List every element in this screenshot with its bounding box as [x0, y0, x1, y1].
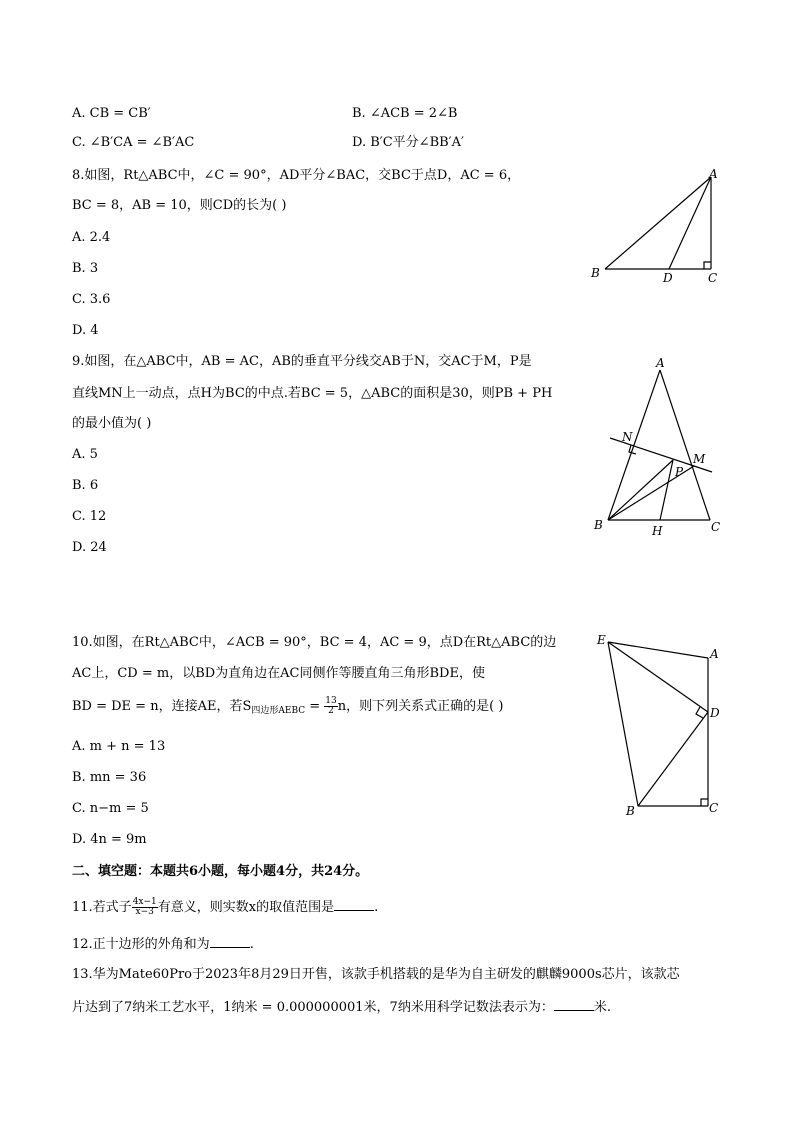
q8-stem-line1: 8.如图，Rt△ABC中，∠C = 90°，AD平分∠BAC，交BC于点D，AC = 6，	[72, 168, 521, 183]
q10-fraction-denominator: 2	[328, 706, 334, 716]
q12-stem	[72, 935, 254, 954]
q8-stem-line2: BC = 8，AB = 10，则CD的长为( )	[72, 198, 287, 213]
q8-label-c: C	[708, 271, 718, 285]
q10-area-subscript: 四边形AEBC	[251, 706, 306, 716]
q9-label-a: A	[656, 356, 665, 370]
q8-label-a: A	[709, 167, 718, 181]
q10-label-b: B	[626, 804, 635, 818]
q11-fraction-numerator: 4x−1	[132, 897, 157, 907]
q10-fraction-numerator: 13	[325, 696, 337, 706]
q12-text: 12.正十边形的外角和为	[72, 937, 210, 952]
q8-option-c: C. 3.6	[72, 292, 111, 307]
section-heading-fill-in: 二、填空题：本题共6小题，每小题4分，共24分。	[72, 864, 369, 879]
q10-right-angle-mark-d	[696, 707, 703, 718]
q9-label-m: M	[693, 452, 706, 466]
q12-answer-blank[interactable]	[210, 935, 250, 948]
q9-option-a: A. 5	[72, 447, 98, 462]
q8-option-b: B. 3	[72, 261, 99, 276]
q10-segment-bd	[638, 712, 708, 806]
q11-post: 有意义，则实数x的取值范围是	[157, 900, 335, 915]
q9-label-n: N	[622, 430, 633, 444]
q7-option-c: C. ∠B′CA = ∠B′AC	[72, 135, 195, 150]
q8-label-d: D	[663, 271, 673, 285]
q10-right-angle-mark-c	[701, 799, 708, 806]
q10-segment-ed	[608, 642, 708, 712]
q11-fraction-denominator: x−3	[135, 907, 154, 917]
q10-stem-line1: 10.如图，在Rt△ABC中，∠ACB = 90°，BC = 4，AC = 9，点D在Rt△ABC的边	[72, 635, 557, 650]
q12-end: .	[249, 937, 254, 952]
q10-option-b: B. mn = 36	[72, 770, 147, 785]
q13-end: 米.	[593, 1000, 611, 1015]
q13-answer-blank[interactable]	[554, 998, 594, 1011]
q11-stem	[72, 898, 378, 917]
q10-label-d: D	[710, 706, 720, 720]
q10-line3-post: n，则下列关系式正确的是( )	[337, 699, 504, 714]
q8-segment-ab	[605, 177, 711, 269]
q11-fraction	[132, 898, 158, 917]
q9-segment-ab	[608, 370, 660, 520]
q9-label-p: P	[675, 465, 684, 479]
q10-stem-line2: AC上，CD = m，以BD为直角边在AC同侧作等腰直角三角形BDE，使	[72, 666, 485, 681]
q10-option-c: C. n−m = 5	[72, 801, 149, 816]
q11-pre: 11.若式子	[72, 900, 132, 915]
q8-option-a: A. 2.4	[72, 230, 111, 245]
q7-option-d: D. B′C平分∠BB′A′	[352, 135, 464, 150]
q10-label-c: C	[709, 801, 719, 815]
q9-stem-line1: 9.如图，在△ABC中，AB = AC，AB的垂直平分线交AB于N，交AC于M，P是	[72, 354, 532, 369]
q10-label-a: A	[710, 647, 719, 661]
q9-figure	[590, 352, 730, 542]
q8-label-b: B	[591, 266, 600, 280]
q10-label-e: E	[597, 633, 606, 647]
q9-segment-ph	[660, 460, 673, 520]
q13-stem-line2	[72, 998, 611, 1017]
q10-line3-pre: BD = DE = n，连接AE，若S	[72, 699, 252, 714]
q9-option-d: D. 24	[72, 540, 107, 555]
q9-label-h: H	[652, 524, 663, 538]
q11-end: .	[374, 900, 379, 915]
q10-figure	[592, 628, 728, 820]
q13-stem-line1: 13.华为Mate60Pro于2023年8月29日开售，该款手机搭载的是华为自主研发的麒麟9000s芯片，该款芯	[72, 967, 680, 982]
q9-segment-bp	[608, 460, 673, 520]
q9-option-b: B. 6	[72, 478, 99, 493]
q8-figure	[585, 165, 725, 285]
q10-option-a: A. m + n = 13	[72, 739, 166, 754]
q9-stem-line2: 直线MN上一动点，点H为BC的中点.若BC = 5，△ABC的面积是30，则PB + PH	[72, 386, 553, 401]
q9-stem-line3: 的最小值为( )	[72, 416, 152, 431]
q13-line2-text: 片达到了7纳米工艺水平，1纳米 = 0.000000001米，7纳米用科学记数法表示为：	[72, 1000, 554, 1015]
q10-segment-ea	[608, 642, 708, 658]
q10-stem-line3	[72, 697, 503, 720]
q9-label-c: C	[711, 520, 721, 534]
q8-right-angle-mark	[704, 262, 711, 269]
q10-fraction	[324, 697, 337, 716]
q10-line3-eq: =	[305, 699, 325, 714]
q7-option-a: A. CB = CB′	[72, 106, 151, 121]
q10-segment-be	[608, 642, 638, 806]
q8-segment-ad	[669, 177, 711, 269]
q11-answer-blank[interactable]	[334, 898, 374, 911]
q10-option-d: D. 4n = 9m	[72, 832, 147, 847]
q7-option-b: B. ∠ACB = 2∠B	[352, 106, 458, 121]
q9-option-c: C. 12	[72, 509, 107, 524]
q9-label-b: B	[594, 518, 603, 532]
q8-option-d: D. 4	[72, 323, 99, 338]
q9-segment-ac	[660, 370, 710, 520]
